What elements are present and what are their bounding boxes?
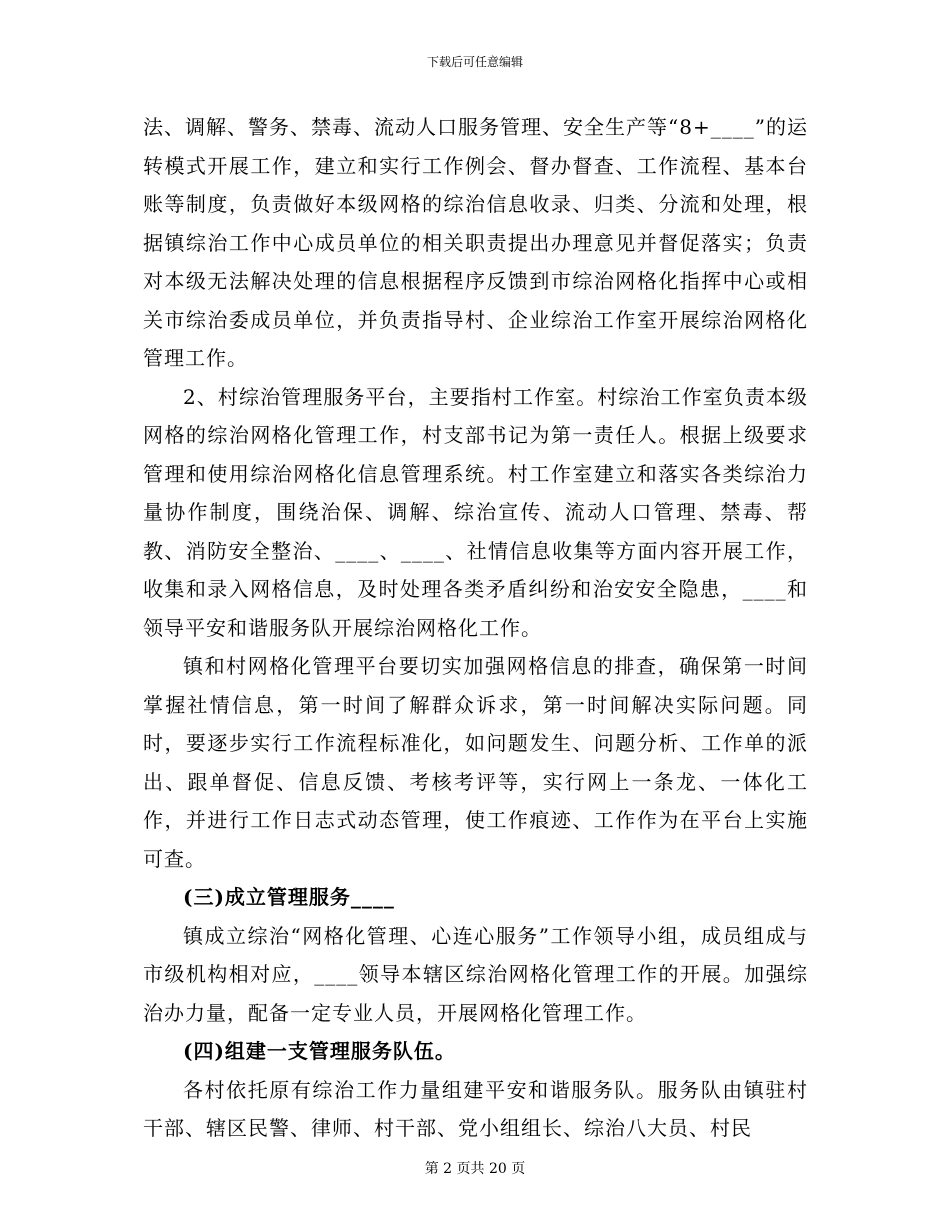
- section-heading: (四)组建一支管理服务队伍。: [183, 1039, 456, 1063]
- paragraph: 镇成立综治“网格化管理、心连心服务”工作领导小组，成员组成与市级机构相对应，____领导本辖区综治网格化管理工作的开展。加强综治办力量，配备一定专业人员，开展网格化管理工作。: [143, 923, 808, 1025]
- document-body: [143, 108, 808, 1148]
- paragraph: 2、村综治管理服务平台，主要指村工作室。村综治工作室负责本级网格的综治网格化管理工作，村支部书记为第一责任人。根据上级要求管理和使用综治网格化信息管理系统。村工作室建立和落实各类综治力量协作制度，围绕治保、调解、综治宣传、流动人口管理、禁毒、帮教、消防安全整治、____、____、社情信息收集等方面内容开展工作，收集和录入网格信息，及时处理各类矛盾纠纷和治安安全隐患，____和领导平安和谐服务队开展综治网格化工作。: [143, 384, 808, 640]
- page-header: 下载后可任意编辑: [426, 55, 523, 69]
- paragraph: 法、调解、警务、禁毒、流动人口服务管理、安全生产等“8+____”的运转模式开展工作，建立和实行工作例会、督办督查、工作流程、基本台账等制度，负责做好本级网格的综治信息收录、归类、分流和处理，根据镇综治工作中心成员单位的相关职责提出办理意见并督促落实；负责对本级无法解决处理的信息根据程序反馈到市综治网格化指挥中心或相关市综治委成员单位，并负责指导村、企业综治工作室开展综治网格化管理工作。: [143, 115, 808, 370]
- section-heading: (三)成立管理服务____: [183, 885, 395, 909]
- paragraph: 镇和村网格化管理平台要切实加强网格信息的排查，确保第一时间掌握社情信息，第一时间了解群众诉求，第一时间解决实际问题。同时，要逐步实行工作流程标准化，如问题发生、问题分析、工作单的派出、跟单督促、信息反馈、考核考评等，实行网上一条龙、一体化工作，并进行工作日志式动态管理，使工作痕迹、工作作为在平台上实施可查。: [143, 654, 808, 871]
- paragraph: 各村依托原有综治工作力量组建平安和谐服务队。服务队由镇驻村干部、辖区民警、律师、村干部、党小组组长、综治八大员、村民: [143, 1077, 808, 1140]
- page-footer: 第 2 页共 20 页: [424, 1161, 526, 1177]
